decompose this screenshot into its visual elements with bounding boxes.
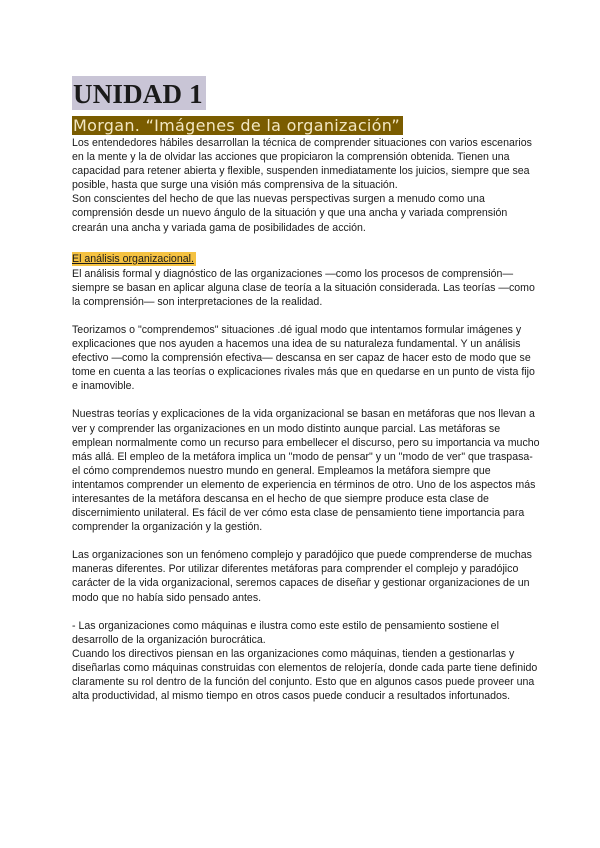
body-paragraph-3: Nuestras teorías y explicaciones de la vida organizacional se basan en metáforas que nos llevan a ver y comprender las organizaciones en un modo distinto aunque parcial. Las metáforas se emplean normalmente como un recurso para embellecer el discurso, pero su importancia va mucho más allá. El empleo de la metáfora implica un "modo de pensar" y un "modo de ver" que traspasa- el cómo comprendemos nuestro mundo en general. Empleamos la metáfora siempre que intentamos comprender un elemento de experiencia en términos de otro. Uno de los aspectos más interesantes de la metáfora descansa en el hecho de que siempre produce esta clase de discernimiento unilateral. Es fácil de ver cómo esta clase de pensamiento tiene importancia para comprender la organización y la gestión. xyxy=(72,408,540,534)
intro-paragraph-2: Son conscientes del hecho de que las nuevas perspectivas surgen a menudo como una comprensión desde un nuevo ángulo de la situación y que una ancha y variada comprensión crearán una ancha y variada gama de posibilidades de acción. xyxy=(72,193,508,234)
body-paragraph-2: Teorizamos o "comprendemos" situaciones .dé igual modo que intentamos formular imágenes y explicaciones que nos ayuden a hacemos una idea de su naturaleza fundamental. Y un análisis efectivo —como la comprensión efectiva— descansa en ser capaz de hacer esto de modo que se tome en cuenta a las teorías o explicaciones rivales más que en quedarse en un punto de vista fijo e inamovible. xyxy=(72,323,535,393)
body-paragraph-5: - Las organizaciones como máquinas e ilustra como este estilo de pensamiento sostiene el desarrollo de la organización burocrática. xyxy=(72,619,499,646)
body-paragraph-4: Las organizaciones son un fenómeno complejo y paradójico que puede comprenderse de muchas maneras diferentes. Por utilizar diferentes metáforas para comprender el complejo y paradójico carácter de la vida organizacional, seremos capaces de diseñar y gestionar organizaciones de un modo que no había sido pensado antes. xyxy=(72,549,532,604)
section-heading: El análisis organizacional. xyxy=(72,252,194,265)
body-paragraph-1: El análisis formal y diagnóstico de las organizaciones —como los procesos de comprensión— siempre se basan en aplicar alguna clase de teoría a la situación considerada. Las teorías —como la comprensión— son interpretaciones de la realidad. xyxy=(72,267,535,308)
unit-title: UNIDAD 1 xyxy=(72,76,206,110)
intro-paragraph-1: Los entendedores hábiles desarrollan la técnica de comprender situaciones con varios escenarios en la mente y la de olvidar las acciones que propiciaron la comprensión obtenida. Tienen una capacidad para retener abierta y flexible, suspenden inmediatamente los juicios, siempre que sea posible, hasta que surge una visión más comprensiva de la situación. xyxy=(72,137,532,192)
document-subtitle: Morgan. “Imágenes de la organización” xyxy=(72,116,403,135)
body-paragraph-6: Cuando los directivos piensan en las organizaciones como máquinas, tienden a gestionarlas y diseñarlas como máquinas construidas con elementos de relojería, donde cada parte tiene definido claramente su rol dentro de la función del conjunto. Esto que en algunos casos puede proveer una alta productividad, al mismo tiempo en otros casos puede conducir a resultados infortunados. xyxy=(72,647,538,703)
